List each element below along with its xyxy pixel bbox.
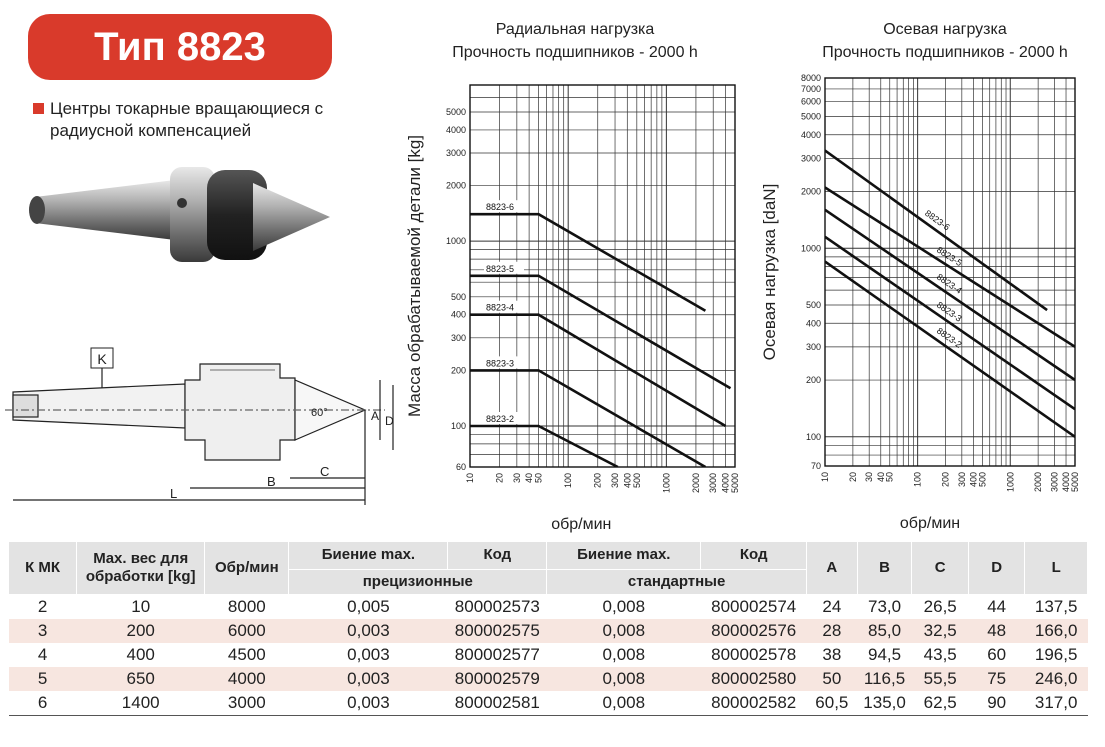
cell-rpm: 4000 <box>205 667 289 691</box>
photo-logo-mark <box>177 198 187 208</box>
cell-c: 62,5 <box>912 691 969 716</box>
table-row <box>9 595 1088 620</box>
spec-table <box>8 541 1088 716</box>
series-label: 8823-5 <box>934 244 964 269</box>
group-precision: прецизионные <box>289 569 547 594</box>
x-tick-label: 2000 <box>1033 472 1044 493</box>
cell-rpm: 6000 <box>205 619 289 643</box>
cell-a: 38 <box>822 645 842 664</box>
col-rpm: Обр/мин <box>205 542 289 595</box>
series-label: 8823-4 <box>934 271 964 296</box>
description-line-1: Центры токарные вращающиеся с <box>50 99 324 118</box>
cell-code-standard: 800002582 <box>701 691 807 716</box>
x-tick-label: 500 <box>977 472 988 488</box>
series-line-8823-4 <box>825 210 1075 380</box>
x-tick-label: 200 <box>592 473 603 489</box>
cell-c: 43,5 <box>923 645 957 664</box>
table-row <box>9 667 1088 691</box>
photo-cone-tip <box>253 183 330 251</box>
cell-max-weight: 200 <box>77 619 205 643</box>
y-tick-label: 1000 <box>800 243 821 254</box>
col-code-precision: Код <box>448 542 547 570</box>
cell-rpm: 4500 <box>227 645 266 664</box>
y-tick-label: 400 <box>450 309 466 320</box>
cell-d: 90 <box>969 691 1025 716</box>
cell-rpm: 8000 <box>227 597 266 616</box>
chart2-title <box>795 18 1095 64</box>
x-tick-label: 3000 <box>1049 472 1060 493</box>
y-tick-label: 2000 <box>800 186 821 197</box>
group-standard: стандартные <box>547 569 807 594</box>
photo-taper-shank <box>35 180 175 240</box>
col-b: B <box>857 542 912 595</box>
cell-d: 44 <box>987 597 1007 616</box>
x-tick-label: 5000 <box>1070 472 1080 493</box>
drawing-shank-end <box>13 395 38 417</box>
drawing-label-k: K <box>97 351 107 367</box>
cell-d: 75 <box>969 667 1025 691</box>
cell-code-precision: 800002575 <box>448 619 547 643</box>
x-tick-label: 40 <box>524 473 535 484</box>
cell-l: 196,5 <box>1034 645 1078 664</box>
cell-runout-precision: 0,005 <box>347 597 390 616</box>
cell-code-standard: 800002576 <box>701 619 807 643</box>
series-label: 8823-3 <box>934 299 964 324</box>
y-tick-label: 300 <box>805 341 821 352</box>
drawing-housing-outline <box>185 364 295 460</box>
cell-code-precision: 800002573 <box>454 597 540 616</box>
x-tick-label: 50 <box>884 472 895 483</box>
drawing-label-l: L <box>170 486 178 501</box>
y-tick-label: 1000 <box>445 236 466 247</box>
col-runout-precision: Биение max. <box>289 542 448 570</box>
y-tick-label: 7000 <box>800 83 821 94</box>
cell-runout-standard: 0,008 <box>547 667 701 691</box>
y-tick-label: 4000 <box>800 129 821 140</box>
y-tick-label: 6000 <box>800 96 821 107</box>
cell-b: 116,5 <box>857 667 912 691</box>
product-photo <box>25 145 345 275</box>
x-axis-label: обр/мин <box>899 515 961 532</box>
col-a: A <box>807 542 858 595</box>
cell-a: 60,5 <box>807 691 858 716</box>
drawing-label-d: D <box>385 414 394 428</box>
y-tick-label: 2000 <box>445 180 466 191</box>
cell-c: 55,5 <box>912 667 969 691</box>
col-kmk: К МК <box>9 542 77 595</box>
cell-l: 317,0 <box>1025 691 1088 716</box>
x-tick-label: 100 <box>563 473 574 489</box>
x-tick-label: 2000 <box>690 473 701 494</box>
cell-l: 246,0 <box>1025 667 1088 691</box>
cell-l: 137,5 <box>1034 597 1078 616</box>
cell-d: 60 <box>987 645 1007 664</box>
chart1-title-line2: Прочность подшипников - 2000 h <box>452 44 698 61</box>
series-label: 8823-2 <box>486 413 515 424</box>
y-tick-label: 100 <box>805 431 821 442</box>
chart1-title-line1: Радиальная нагрузка <box>495 21 655 38</box>
cell-a: 28 <box>807 619 858 643</box>
cell-max-weight: 650 <box>77 667 205 691</box>
cell-runout-standard: 0,008 <box>547 619 701 643</box>
series-label: 8823-5 <box>486 263 515 274</box>
x-tick-label: 40 <box>875 472 886 483</box>
x-tick-label: 4000 <box>720 473 731 494</box>
y-tick-label: 8000 <box>800 73 821 83</box>
y-tick-label: 3000 <box>445 148 466 159</box>
drawing-shank-outline <box>13 384 185 428</box>
series-label: 8823-6 <box>923 208 952 233</box>
col-max-weight: Max. вес для обработки [kg] <box>77 542 205 595</box>
x-tick-label: 10 <box>820 472 830 483</box>
x-tick-label: 30 <box>864 472 875 483</box>
y-tick-label: 200 <box>805 375 821 386</box>
cell-kmk: 4 <box>37 645 48 664</box>
x-tick-label: 1000 <box>661 473 672 494</box>
series-label: 8823-3 <box>486 358 515 369</box>
cell-runout-standard: 0,008 <box>547 691 701 716</box>
y-tick-label: 500 <box>450 291 466 302</box>
col-runout-standard: Биение max. <box>547 542 701 570</box>
x-tick-label: 3000 <box>708 473 719 494</box>
cell-d: 48 <box>969 619 1025 643</box>
type-badge: Тип 8823 <box>28 14 332 80</box>
cell-b: 73,0 <box>868 597 902 616</box>
series-label: 8823-4 <box>486 302 515 313</box>
x-tick-label: 400 <box>622 473 633 489</box>
cell-rpm: 3000 <box>205 691 289 716</box>
y-tick-label: 500 <box>805 300 821 311</box>
x-tick-label: 10 <box>465 473 475 484</box>
y-axis-label: Осевая нагрузка [daN] <box>760 183 779 361</box>
chart1-title <box>415 18 735 64</box>
cell-runout-precision: 0,003 <box>347 645 390 664</box>
x-tick-label: 4000 <box>1061 472 1072 493</box>
y-tick-label: 3000 <box>800 153 821 164</box>
x-tick-label: 1000 <box>1005 472 1016 493</box>
y-tick-label: 60 <box>455 462 466 472</box>
drawing-label-a: A <box>371 409 380 423</box>
cell-l: 166,0 <box>1025 619 1088 643</box>
cell-runout-standard: 0,008 <box>602 645 646 664</box>
cell-max-weight: 10 <box>131 597 151 616</box>
table-row <box>9 691 1088 716</box>
x-tick-label: 400 <box>968 472 979 488</box>
series-line-8823-2 <box>470 426 618 467</box>
x-tick-label: 5000 <box>730 473 740 494</box>
cell-code-standard: 800002574 <box>711 597 797 616</box>
cell-runout-precision: 0,003 <box>289 691 448 716</box>
cell-code-standard: 800002578 <box>711 645 797 664</box>
cell-b: 94,5 <box>868 645 902 664</box>
x-tick-label: 20 <box>494 473 505 484</box>
cell-c: 32,5 <box>912 619 969 643</box>
y-tick-label: 5000 <box>800 111 821 122</box>
cell-kmk: 2 <box>37 597 48 616</box>
series-label: 8823-6 <box>486 202 515 213</box>
y-tick-label: 300 <box>450 332 466 343</box>
y-tick-label: 200 <box>450 365 466 376</box>
cell-max-weight: 1400 <box>77 691 205 716</box>
table-row <box>9 619 1088 643</box>
cell-code-standard: 800002580 <box>701 667 807 691</box>
cell-runout-precision: 0,003 <box>289 667 448 691</box>
cell-runout-standard: 0,008 <box>602 597 646 616</box>
cell-kmk: 6 <box>9 691 77 716</box>
y-tick-label: 5000 <box>445 107 466 118</box>
cell-b: 135,0 <box>857 691 912 716</box>
drawing-label-b: B <box>267 474 276 489</box>
description-line-2: радиусной компенсацией <box>50 121 252 140</box>
bullet-square-icon <box>33 103 44 114</box>
cell-code-precision: 800002577 <box>454 645 540 664</box>
col-code-standard: Код <box>701 542 807 570</box>
cell-max-weight: 400 <box>126 645 155 664</box>
col-c: C <box>912 542 969 595</box>
x-tick-label: 300 <box>610 473 621 489</box>
cell-kmk: 3 <box>9 619 77 643</box>
x-axis-label: обр/мин <box>551 516 612 533</box>
cell-c: 26,5 <box>923 597 957 616</box>
y-tick-label: 70 <box>810 461 821 471</box>
drawing-angle: 60° <box>311 407 328 419</box>
radial-load-chart <box>400 75 745 535</box>
cell-code-precision: 800002579 <box>448 667 547 691</box>
x-tick-label: 30 <box>511 473 522 484</box>
col-d: D <box>969 542 1025 595</box>
x-tick-label: 300 <box>956 472 967 488</box>
drawing-label-c: C <box>320 464 330 479</box>
axial-load-chart <box>755 70 1100 535</box>
cell-a: 24 <box>822 597 842 616</box>
plot-frame <box>825 78 1075 466</box>
technical-drawing <box>5 340 400 510</box>
chart2-title-line1: Осевая нагрузка <box>883 21 1007 38</box>
y-axis-label: Масса обрабатываемой детали [kg] <box>405 134 424 418</box>
x-tick-label: 20 <box>847 472 858 483</box>
y-tick-label: 400 <box>805 318 821 329</box>
product-description <box>33 98 343 142</box>
x-tick-label: 200 <box>940 472 951 488</box>
photo-shank-end <box>29 196 45 224</box>
x-tick-label: 500 <box>631 473 642 489</box>
y-tick-label: 4000 <box>445 124 466 135</box>
cell-runout-precision: 0,003 <box>289 619 448 643</box>
chart2-title-line2: Прочность подшипников - 2000 h <box>822 44 1068 61</box>
series-label: 8823-2 <box>934 325 964 350</box>
cell-kmk: 5 <box>9 667 77 691</box>
x-tick-label: 100 <box>912 472 923 488</box>
col-l: L <box>1025 542 1088 595</box>
cell-code-precision: 800002581 <box>448 691 547 716</box>
cell-a: 50 <box>807 667 858 691</box>
cell-b: 85,0 <box>857 619 912 643</box>
y-tick-label: 100 <box>450 420 466 431</box>
x-tick-label: 50 <box>533 473 544 484</box>
table-row <box>9 643 1088 667</box>
